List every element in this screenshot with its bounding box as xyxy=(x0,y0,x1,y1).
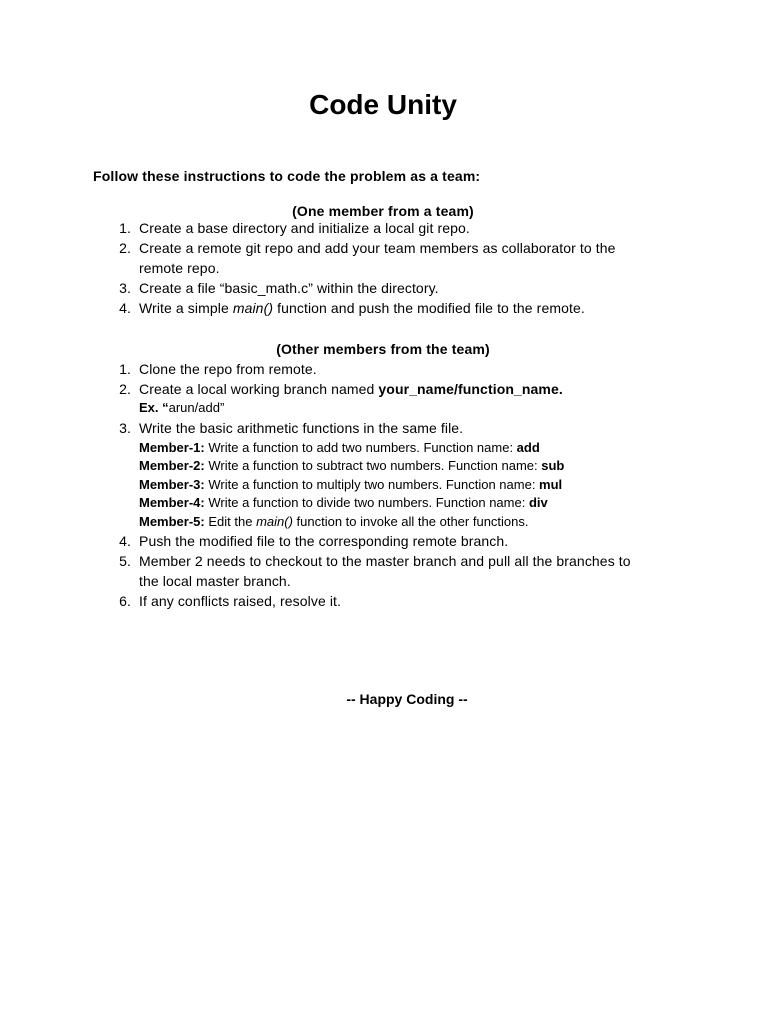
member-assignment xyxy=(139,457,693,476)
item-text: Member 2 needs to checkout to the master branch and pull all the branches to xyxy=(139,553,631,569)
item-text-tail: function and push the modified file to the remote. xyxy=(273,300,585,316)
member-assignment xyxy=(139,513,693,532)
intro-text: Follow these instructions to code the problem as a team: xyxy=(93,168,481,184)
item-text: Create a remote git repo and add your team members as collaborator to the xyxy=(139,240,616,256)
item-number: 1. xyxy=(119,361,131,377)
section-two-heading: (Other members from the team) xyxy=(276,341,490,357)
item-number: 3. xyxy=(119,419,131,436)
member-task-tail: function to invoke all the other functions. xyxy=(292,513,529,529)
member-label: Member-4: xyxy=(139,495,205,510)
item-number: 3. xyxy=(119,280,131,296)
list-item xyxy=(113,591,693,611)
main-function-ref: main() xyxy=(256,513,293,529)
section-two-list xyxy=(113,359,693,611)
member-assignment xyxy=(139,439,693,458)
example-value: arun/add” xyxy=(168,400,225,415)
item-text: Create a base directory and initialize a local git repo. xyxy=(139,220,470,236)
item-text: Create a file “basic_math.c” within the directory. xyxy=(139,280,439,296)
section-one-heading: (One member from a team) xyxy=(292,203,474,219)
branch-name-format: your_name/function_name. xyxy=(378,381,563,397)
item-number: 2. xyxy=(119,381,131,397)
branch-example xyxy=(139,399,693,418)
item-text: If any conflicts raised, resolve it. xyxy=(139,593,342,609)
item-text: Write a simple xyxy=(139,300,233,316)
function-name: add xyxy=(516,439,540,455)
member-label: Member-5: xyxy=(139,513,205,529)
list-item xyxy=(113,238,693,278)
item-text: Create a local working branch named xyxy=(139,381,379,397)
item-number: 5. xyxy=(119,553,131,569)
member-label: Member-2: xyxy=(139,458,205,473)
member-label: Member-3: xyxy=(139,476,205,492)
function-name: sub xyxy=(541,458,565,473)
example-label: Ex. “ xyxy=(139,400,169,415)
list-item xyxy=(113,218,693,238)
member-task: Write a function to add two numbers. Function name: xyxy=(204,439,517,455)
member-assignment xyxy=(139,476,693,495)
function-name: mul xyxy=(539,476,563,492)
list-item xyxy=(113,278,693,298)
closing-line: -- Happy Coding -- xyxy=(346,691,468,707)
list-item xyxy=(113,418,693,532)
item-text: Push the modified file to the corresponding remote branch. xyxy=(139,533,509,549)
section-one-list xyxy=(113,218,693,318)
document-title: Code Unity xyxy=(309,89,457,120)
member-label: Member-1: xyxy=(139,439,205,455)
list-item xyxy=(113,551,693,591)
item-number: 4. xyxy=(119,533,131,549)
member-task: Edit the xyxy=(204,513,257,529)
member-task: Write a function to multiply two numbers. Function name: xyxy=(204,476,540,492)
member-assignment xyxy=(139,494,693,513)
item-number: 4. xyxy=(119,300,131,316)
item-text-continued: remote repo. xyxy=(139,260,220,276)
item-text-continued: the local master branch. xyxy=(139,573,291,589)
list-item xyxy=(113,531,693,551)
list-item xyxy=(113,298,693,318)
member-task: Write a function to divide two numbers. Function name: xyxy=(204,495,529,510)
list-item xyxy=(113,359,693,379)
member-task: Write a function to subtract two numbers. Function name: xyxy=(204,458,542,473)
function-name: div xyxy=(528,495,548,510)
list-item xyxy=(113,379,693,418)
item-text: Clone the repo from remote. xyxy=(139,361,317,377)
main-function-ref: main() xyxy=(232,300,274,316)
item-number: 2. xyxy=(119,240,131,256)
item-number: 1. xyxy=(119,220,131,236)
item-text: Write the basic arithmetic functions in the same file. xyxy=(139,419,464,436)
item-number: 6. xyxy=(119,593,131,609)
